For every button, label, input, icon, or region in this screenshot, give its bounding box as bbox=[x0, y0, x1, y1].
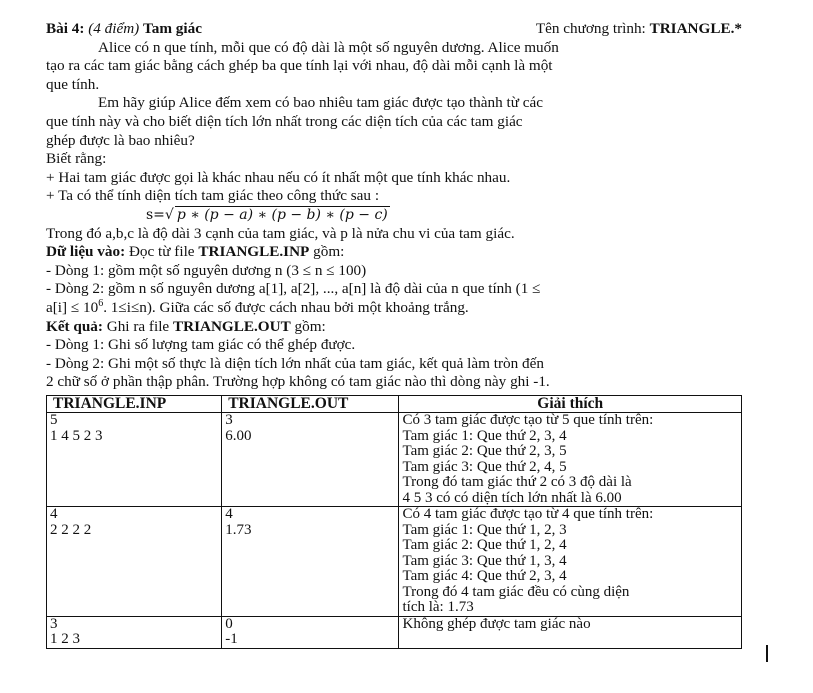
explanation-cell bbox=[399, 507, 742, 617]
output-line: 2 chữ số ở phần thập phân. Trường hợp không có tam giác nào thì dòng này ghi -1. bbox=[46, 373, 550, 391]
cell-line: Tam giác 1: Que thứ 2, 3, 4 bbox=[402, 427, 567, 444]
problem-statement bbox=[46, 20, 746, 392]
cell-line: Không ghép được tam giác nào bbox=[402, 615, 591, 632]
cell-line: 1 2 3 bbox=[50, 631, 80, 647]
cell-line: Trong đó tam giác thứ 2 có 3 độ dài là bbox=[402, 474, 632, 490]
cell-line: 3 bbox=[50, 615, 58, 632]
area-formula: s=√ p ∗ (p − a) ∗ (p − b) ∗ (p − c) bbox=[146, 206, 388, 223]
rule-line: + Hai tam giác được gọi là khác nhau nếu có ít nhất một que tính khác nhau. bbox=[46, 168, 511, 186]
cell-line: tích là: 1.73 bbox=[402, 599, 474, 615]
cell-line: Tam giác 3: Que thứ 1, 3, 4 bbox=[402, 552, 567, 569]
paragraph-line: que tính này và cho biết diện tích lớn nhất trong các diện tích của các tam giác bbox=[46, 112, 523, 130]
cell-line: 4 5 3 có có diện tích lớn nhất là 6.00 bbox=[402, 489, 622, 506]
header-explanation: Giải thích bbox=[399, 396, 742, 413]
cell-line: -1 bbox=[225, 631, 238, 647]
output-cell bbox=[222, 616, 399, 648]
cell-line: 5 bbox=[50, 412, 58, 428]
cell-line: Có 4 tam giác được tạo từ 4 que tính trên: bbox=[402, 506, 654, 522]
input-line: - Dòng 2: gồm n số nguyên dương a[1], a[2], ..., a[n] là độ dài của n que tính (1 ≤ bbox=[46, 280, 541, 298]
input-cell bbox=[47, 413, 222, 507]
paragraph-line: tạo ra các tam giác bằng cách ghép ba que tính lại với nhau, độ dài mỗi cạnh là một bbox=[46, 57, 553, 75]
output-heading: Kết quả: Ghi ra file TRIANGLE.OUT gồm: bbox=[46, 317, 326, 335]
formula-radicand: p ∗ (p − a) ∗ (p − b) ∗ (p − c) bbox=[176, 206, 388, 223]
cell-line: Có 3 tam giác được tạo từ 5 que tính trên: bbox=[402, 412, 654, 428]
cell-line: 0 bbox=[225, 615, 233, 632]
table-row bbox=[47, 413, 742, 507]
explanation-cell bbox=[399, 413, 742, 507]
paragraph-line: Em hãy giúp Alice đếm xem có bao nhiêu tam giác được tạo thành từ các bbox=[98, 94, 543, 112]
output-cell bbox=[222, 507, 399, 617]
explanation-cell bbox=[399, 616, 742, 648]
sqrt-symbol: √ bbox=[164, 206, 174, 223]
examples-table bbox=[46, 395, 742, 649]
table-row bbox=[47, 616, 742, 648]
where-line: Trong đó a,b,c là độ dài 3 cạnh của tam giác, và p là nửa chu vi của tam giác. bbox=[46, 224, 515, 242]
program-name-line: Tên chương trình: TRIANGLE.* bbox=[535, 20, 742, 37]
problem-title: Bài 4: (4 điểm) Tam giác bbox=[46, 20, 202, 37]
cell-line: Tam giác 2: Que thứ 1, 2, 4 bbox=[402, 537, 567, 553]
cell-line: Trong đó 4 tam giác đều có cùng diện bbox=[402, 583, 630, 600]
cell-line: 1.73 bbox=[225, 521, 252, 538]
input-line: $a[i] \le 10^6$. 1≤i≤n). Giữa các số được cách nhau bởi một khoảng trắng. bbox=[46, 297, 469, 316]
input-cell bbox=[47, 616, 222, 648]
paragraph-line: Alice có n que tính, mỗi que có độ dài là một số nguyên dương. Alice muốn bbox=[98, 38, 559, 56]
cell-line: 2 2 2 2 bbox=[50, 521, 92, 538]
cell-line: Tam giác 3: Que thứ 2, 4, 5 bbox=[402, 458, 567, 475]
table-row bbox=[47, 507, 742, 617]
paragraph-line: que tính. bbox=[46, 75, 100, 93]
cell-line: Tam giác 1: Que thứ 1, 2, 3 bbox=[402, 521, 567, 538]
problem-header bbox=[46, 20, 746, 39]
cell-line: 1 4 5 2 3 bbox=[50, 427, 103, 444]
output-cell bbox=[222, 413, 399, 507]
input-line: - Dòng 1: gồm một số nguyên dương n (3 ≤ n ≤ 100) bbox=[46, 261, 367, 279]
cell-line: 4 bbox=[225, 506, 233, 522]
text-cursor bbox=[766, 645, 768, 662]
header-out: TRIANGLE.OUT bbox=[222, 396, 399, 413]
input-heading: Dữ liệu vào: Đọc từ file TRIANGLE.INP gồm: bbox=[46, 243, 345, 261]
header-inp: TRIANGLE.INP bbox=[47, 396, 222, 413]
cell-line: 6.00 bbox=[225, 427, 252, 444]
cell-line: Tam giác 2: Que thứ 2, 3, 5 bbox=[402, 443, 567, 459]
rule-line: + Ta có thể tính diện tích tam giác theo công thức sau : bbox=[46, 187, 380, 205]
paragraph-line: ghép được là bao nhiêu? bbox=[46, 131, 195, 149]
cell-line: Tam giác 4: Que thứ 2, 3, 4 bbox=[402, 568, 567, 584]
output-line: - Dòng 2: Ghi một số thực là diện tích lớn nhất của tam giác, kết quả làm tròn đến bbox=[46, 354, 544, 372]
cell-line: 3 bbox=[225, 412, 233, 428]
input-cell bbox=[47, 507, 222, 617]
table-header-row bbox=[47, 396, 742, 413]
output-line: - Dòng 1: Ghi số lượng tam giác có thể ghép được. bbox=[46, 336, 356, 354]
known-label: Biết rằng: bbox=[46, 150, 107, 168]
cell-line: 4 bbox=[50, 506, 58, 522]
